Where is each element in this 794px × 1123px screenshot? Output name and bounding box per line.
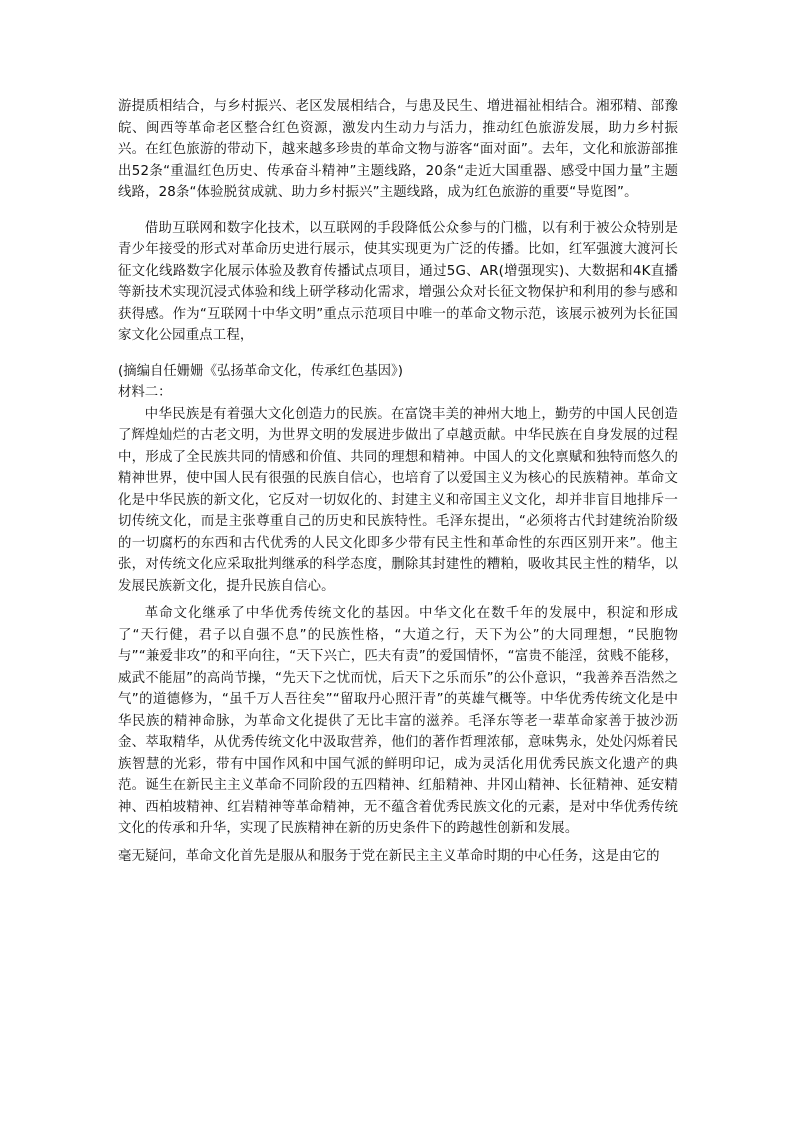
material-two-label: 材料二： — [118, 385, 172, 400]
paragraph-digital-technology: 借助互联网和数字化技术，以互联网的手段降低公众参与的门槛，以有利于被公众特别是青少年接受的形式对革命历史进行展示，使其实现更为广泛的传播。比如，红军强渡大渡河长征文化线路数字化展示体验及教育传播试点项目，通过5G、AR(增强现实)、大数据和4K直播等新技术实现沉浸式体验和线上研学移动化需求，增强公众对长征文物保护和利用的参与感和获得感。作为“互联网十中华文明”重点示范项目中唯一的革命文物示范，该展示被列为长征国家文化公园重点工程， — [118, 220, 678, 343]
paragraph-traditional-culture-genes: 革命文化继承了中华优秀传统文化的基因。中华文化在数千年的发展中，积淀和形成了“天行健，君子以自强不息”的民族性格，“大道之行，天下为公”的大同理想，“民胞物与”“兼爱非攻”的和平向往，“天下兴亡，匹夫有责”的爱国情怀，“富贵不能淫，贫贱不能移，威武不能屈”的高尚节操，“先天下之忧而忧，后天下之乐而乐”的公仆意识，“我善养吾浩然之气”的道德修为，“虽千万人吾往矣”“留取丹心照汗青”的英雄气概等。中华优秀传统文化是中华民族的精神命脉，为革命文化提供了无比丰富的滋养。毛泽东等老一辈革命家善于披沙沥金、萃取精华，从优秀传统文化中汲取营养，他们的著作哲理浓郁，意味隽永，处处闪烁着民族智慧的光彩，带有中国作风和中国气派的鲜明印记，成为灵活化用优秀民族文化遗产的典范。诞生在新民主主义革命不同阶段的五四精神、红船精神、井冈山精神、长征精神、延安精神、西柏坡精神、红岩精神等革命精神，无不蕴含着优秀民族文化的元素，是对中华优秀传统文化的传承和升华，实现了民族精神在新的历史条件下的跨越性创新和发展。 — [118, 606, 678, 836]
paragraph-red-tourism: 游提质相结合，与乡村振兴、老区发展相结合，与患及民生、增进福祉相结合。湘邪精、部豫皖、闽西等革命老区整合红色资源，激发内生动力与活力，推动红色旅游发展，助力乡村振兴。在红色旅游的带动下，越来越多珍贵的革命文物与游客“面对面”。去年，文化和旅游部推出52条“重温红色历史、传承奋斗精神”主题线路，20条“走近大国重器、感受中国力量”主题线路，28条“体验脱贫成就、助力乡村振兴”主题线路，成为红色旅游的重要“导览图”。 — [118, 99, 678, 200]
paragraph-revolutionary-culture-task: 毫无疑问，革命文化首先是服从和服务于党在新民主主义革命时期的中心任务，这是由它的 — [118, 848, 660, 864]
document-page — [118, 96, 678, 867]
source-citation: (摘编自任姗姗《弘扬革命文化，传承红色基因》) — [118, 363, 403, 379]
paragraph-cultural-creativity: 中华民族是有着强大文化创造力的民族。在富饶丰美的神州大地上，勤劳的中国人民创造了辉煌灿烂的古老文明，为世界文明的发展进步做出了卓越贡献。中华民族在自身发展的过程中，形成了全民族共同的情感和价值、共同的理想和精神。中国人的文化禀赋和独特而悠久的精神世界，使中国人民有很强的民族自信心，也培育了以爱国主义为核心的民族精神。革命文化是中华民族的新文化，它反对一切奴化的、封建主义和帝国主义文化，却并非盲目地排斥一切传统文化，而是主张尊重自己的历史和民族特性。毛泽东提出，“必须将古代封建统治阶级的一切腐朽的东西和古代优秀的人民文化即多少带有民主性和革命性的东西区别开来”。他主张，对传统文化应采取批判继承的科学态度，删除其封建性的糟粕，吸收其民主性的精华，以发展民族新文化，提升民族自信心。 — [118, 406, 678, 594]
